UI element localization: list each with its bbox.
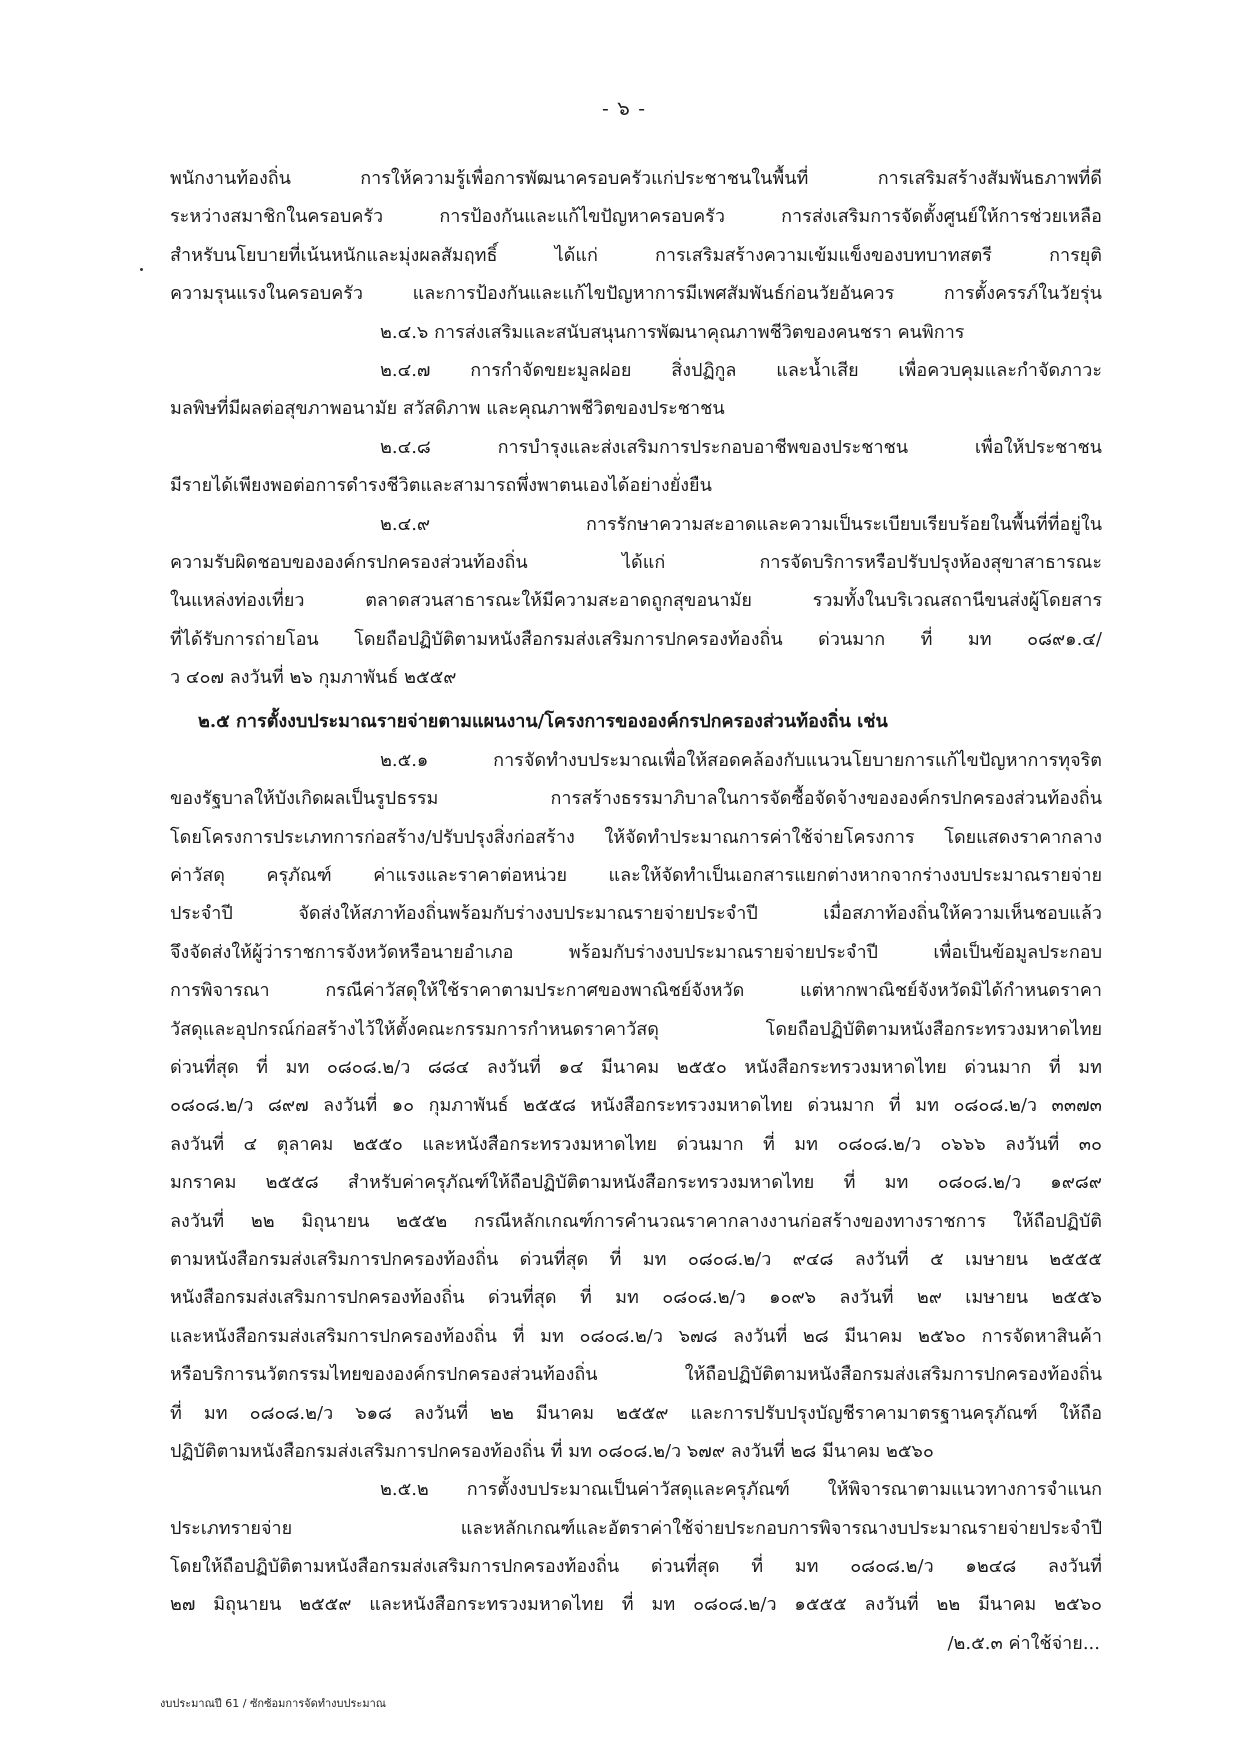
text-line: หรือบริการนวัตกรรมไทยขององค์กรปกครองส่วนท้องถิ่น ให้ถือปฏิบัติตามหนังสือกรมส่งเสริมการปกครองท้องถิ่น (170, 1364, 1102, 1386)
text-line: ประจำปี จัดส่งให้สภาท้องถิ่นพร้อมกับร่างงบประมาณรายจ่ายประจำปี เมื่อสภาท้องถิ่นให้ความเห็นชอบแล้ว (170, 903, 1102, 925)
section-heading-2-5: ๒.๕ การตั้งงบประมาณรายจ่ายตามแผนงาน/โครงการขององค์กรปกครองส่วนท้องถิ่น เช่น (198, 711, 888, 733)
footer-note: งบประมาณปี 61 / ซักซ้อมการจัดทำงบประมาณ (160, 1697, 386, 1710)
section-2-5-1: ๒.๕.๑ การจัดทำงบประมาณเพื่อให้สอดคล้องกับแนวนโยบายการแก้ไขปัญหาการทุจริต (380, 749, 1102, 771)
text-line: ลงวันที่ ๔ ตุลาคม ๒๕๕๐ และหนังสือกระทรวงมหาดไทย ด่วนมาก ที่ มท ๐๘๐๘.๒/ว ๐๖๖๖ ลงวันที่ ๓๐ (170, 1133, 1102, 1155)
page-number: - ๖ - (602, 96, 646, 120)
text-line: ด่วนที่สุด ที่ มท ๐๘๐๘.๒/ว ๘๘๔ ลงวันที่ ๑๔ มีนาคม ๒๕๕๐ หนังสือกระทรวงมหาดไทย ด่วนมาก ที่ มท (170, 1056, 1102, 1078)
text-line: ความรุนแรงในครอบครัว และการป้องกันและแก้ไขปัญหาการมีเพศสัมพันธ์ก่อนวัยอันควร การตั้งครรภ์ในวัยรุ่น (170, 283, 1102, 305)
text-line: หนังสือกรมส่งเสริมการปกครองท้องถิ่น ด่วนที่สุด ที่ มท ๐๘๐๘.๒/ว ๑๐๙๖ ลงวันที่ ๒๙ เมษายน ๒๕๕๖ (170, 1287, 1102, 1309)
text-line: ว ๔๐๗ ลงวันที่ ๒๖ กุมภาพันธ์ ๒๕๕๙ (170, 667, 457, 689)
text-line: ๒๗ มิถุนายน ๒๕๕๙ และหนังสือกระทรวงมหาดไทย ที่ มท ๐๘๐๘.๒/ว ๑๕๕๕ ลงวันที่ ๒๒ มีนาคม ๒๕๖๐ (170, 1594, 1102, 1616)
body-text (170, 160, 1102, 1663)
text-line: ๐๘๐๘.๒/ว ๘๙๗ ลงวันที่ ๑๐ กุมภาพันธ์ ๒๕๕๘ หนังสือกระทรวงมหาดไทย ด่วนมาก ที่ มท ๐๘๐๘.๒/ว ๓๓๗๓ (170, 1095, 1102, 1117)
text-line: การพิจารณา กรณีค่าวัสดุให้ใช้ราคาตามประกาศของพาณิชย์จังหวัด แต่หากพาณิชย์จังหวัดมิได้กำหนดราคา (170, 980, 1102, 1002)
text-line: จึงจัดส่งให้ผู้ว่าราชการจังหวัดหรือนายอำเภอ พร้อมกับร่างงบประมาณรายจ่ายประจำปี เพื่อเป็นข้อมูลประกอบ (170, 941, 1102, 963)
text-line: ที่ได้รับการถ่ายโอน โดยถือปฏิบัติตามหนังสือกรมส่งเสริมการปกครองท้องถิ่น ด่วนมาก ที่ มท ๐๘๙๑.๔/ (170, 628, 1102, 650)
scan-dot-mark (140, 268, 143, 271)
section-2-5-2: ๒.๕.๒ การตั้งงบประมาณเป็นค่าวัสดุและครุภัณฑ์ ให้พิจารณาตามแนวทางการจำแนก (380, 1479, 1102, 1501)
text-line: ที่ มท ๐๘๐๘.๒/ว ๖๑๘ ลงวันที่ ๒๒ มีนาคม ๒๕๕๙ และการปรับปรุงบัญชีราคามาตรฐานครุภัณฑ์ ให้ถือ (170, 1402, 1102, 1424)
text-line: สำหรับนโยบายที่เน้นหนักและมุ่งผลสัมฤทธิ์ ได้แก่ การเสริมสร้างความเข้มแข็งของบทบาทสตรี การยุติ (170, 244, 1102, 266)
text-line: วัสดุและอุปกรณ์ก่อสร้างไว้ให้ตั้งคณะกรรมการกำหนดราคาวัสดุ โดยถือปฏิบัติตามหนังสือกระทรวงมหาดไทย (170, 1018, 1102, 1040)
text-line: มีรายได้เพียงพอต่อการดำรงชีวิตและสามารถพึ่งพาตนเองได้อย่างยั่งยืน (170, 475, 712, 497)
text-line: ลงวันที่ ๒๒ มิถุนายน ๒๕๕๒ กรณีหลักเกณฑ์การคำนวณราคากลางงานก่อสร้างของทางราชการ ให้ถือปฏิบัติ (170, 1210, 1102, 1232)
text-line: ปฏิบัติตามหนังสือกรมส่งเสริมการปกครองท้องถิ่น ที่ มท ๐๘๐๘.๒/ว ๖๗๙ ลงวันที่ ๒๘ มีนาคม ๒๕๖๐ (170, 1440, 934, 1462)
text-line: ค่าวัสดุ ครุภัณฑ์ ค่าแรงและราคาต่อหน่วย และให้จัดทำเป็นเอกสารแยกต่างหากจากร่างงบประมาณรายจ่าย (170, 865, 1102, 887)
text-line: ระหว่างสมาชิกในครอบครัว การป้องกันและแก้ไขปัญหาครอบครัว การส่งเสริมการจัดตั้งศูนย์ให้การช่วยเหลือ (170, 206, 1102, 228)
text-line: มกราคม ๒๕๕๘ สำหรับค่าครุภัณฑ์ให้ถือปฏิบัติตามหนังสือกระทรวงมหาดไทย ที่ มท ๐๘๐๘.๒/ว ๑๙๘๙ (170, 1172, 1102, 1194)
text-line: โดยให้ถือปฏิบัติตามหนังสือกรมส่งเสริมการปกครองท้องถิ่น ด่วนที่สุด ที่ มท ๐๘๐๘.๒/ว ๑๒๔๘ ลงวันที่ (170, 1556, 1102, 1578)
text-line: พนักงานท้องถิ่น การให้ความรู้เพื่อการพัฒนาครอบครัวแก่ประชาชนในพื้นที่ การเสริมสร้างสัมพันธภาพที่ดี (170, 168, 1102, 189)
section-2-4-9: ๒.๔.๙ การรักษาความสะอาดและความเป็นระเบียบเรียบร้อยในพื้นที่ที่อยู่ใน (380, 513, 1102, 535)
text-line: ตามหนังสือกรมส่งเสริมการปกครองท้องถิ่น ด่วนที่สุด ที่ มท ๐๘๐๘.๒/ว ๙๔๘ ลงวันที่ ๕ เมษายน ๒๕๕๕ (170, 1248, 1102, 1270)
text-line: ความรับผิดชอบขององค์กรปกครองส่วนท้องถิ่น ได้แก่ การจัดบริการหรือปรับปรุงห้องสุขาสาธารณะ (170, 551, 1102, 573)
section-2-4-8: ๒.๔.๘ การบำรุงและส่งเสริมการประกอบอาชีพของประชาชน เพื่อให้ประชาชน (380, 436, 1102, 458)
text-line: ในแหล่งท่องเที่ยว ตลาดสวนสาธารณะให้มีความสะอาดถูกสุขอนามัย รวมทั้งในบริเวณสถานีขนส่งผู้โดยสาร (170, 590, 1102, 612)
text-line: โดยโครงการประเภทการก่อสร้าง/ปรับปรุงสิ่งก่อสร้าง ให้จัดทำประมาณการค่าใช้จ่ายโครงการ โดยแสดงราคากลาง (170, 826, 1102, 848)
text-line: และหนังสือกรมส่งเสริมการปกครองท้องถิ่น ที่ มท ๐๘๐๘.๒/ว ๖๗๘ ลงวันที่ ๒๘ มีนาคม ๒๕๖๐ การจัดหาสินค้า (170, 1325, 1102, 1347)
section-2-4-7: ๒.๔.๗ การกำจัดขยะมูลฝอย สิ่งปฏิกูล และน้ำเสีย เพื่อควบคุมและกำจัดภาวะ (380, 359, 1102, 381)
section-2-4-6: ๒.๔.๖ การส่งเสริมและสนับสนุนการพัฒนาคุณภาพชีวิตของคนชรา คนพิการ (380, 321, 965, 343)
text-line: มลพิษที่มีผลต่อสุขภาพอนามัย สวัสดิภาพ และคุณภาพชีวิตของประชาชน (170, 398, 725, 420)
text-line: ของรัฐบาลให้บังเกิดผลเป็นรูปธรรม การสร้างธรรมาภิบาลในการจัดซื้อจัดจ้างขององค์กรปกครองส่วนท้องถิ่น (170, 788, 1102, 810)
text-line: ประเภทรายจ่าย และหลักเกณฑ์และอัตราค่าใช้จ่ายประกอบการพิจารณางบประมาณรายจ่ายประจำปี (170, 1517, 1102, 1539)
continuation-marker: /๒.๕.๓ ค่าใช้จ่าย... (947, 1632, 1100, 1654)
